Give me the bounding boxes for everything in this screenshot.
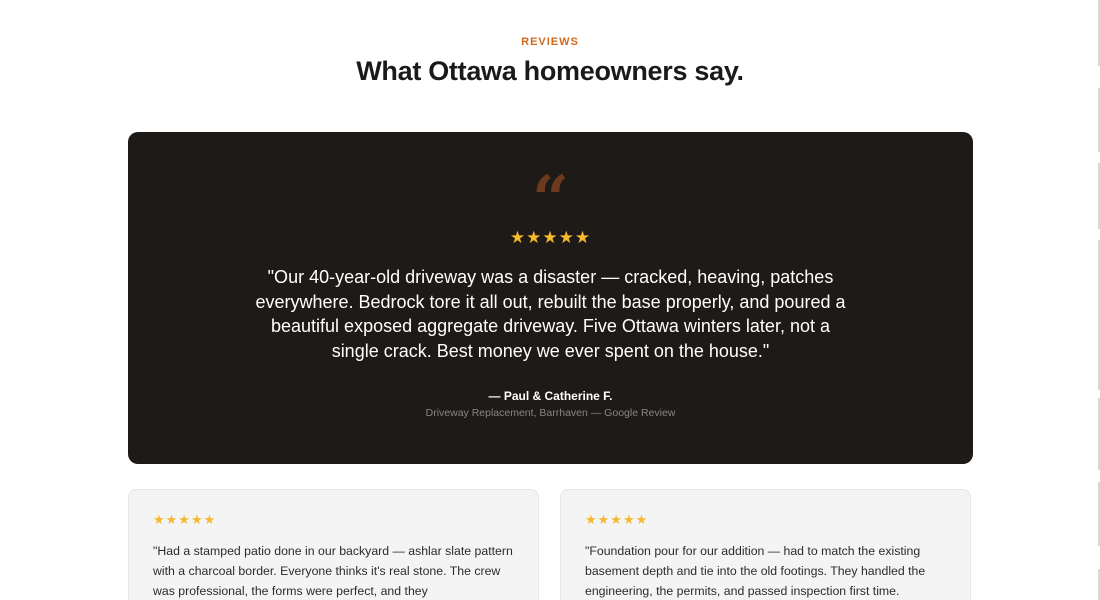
section-eyebrow: REVIEWS: [521, 36, 579, 48]
review-quote-text: "Had a stamped patio done in our backyard — ashlar slate pattern with a charcoal border. Everyone thinks it's real stone. The crew was professional, the forms were perfect, and they: [153, 544, 513, 598]
featured-quote-text: "Our 40-year-old driveway was a disaster — cracked, heaving, patches everywhere. Bedrock tore it all out, rebuilt the base properly, and poured a beautiful exposed aggregate driveway. Five Ottawa winters later, not a single crack. Best money we ever spent on the house.": [255, 267, 846, 361]
quote-mark-icon: “: [532, 168, 569, 218]
featured-testimonial-card: [128, 132, 973, 464]
review-card: [128, 489, 539, 600]
star-rating: ★★★★★: [509, 228, 592, 247]
section-heading: What Ottawa homeowners say.: [356, 56, 744, 86]
review-quote-text: "Foundation pour for our addition — had to match the existing basement depth and tie into the old footings. They handled the engineering, the permits, and passed inspection first time.: [585, 544, 926, 598]
testimonial-author: — Paul & Catherine F.: [488, 389, 613, 403]
star-rating: ★★★★★: [153, 512, 217, 527]
star-rating: ★★★★★: [585, 512, 649, 527]
testimonial-meta: Driveway Replacement, Barrhaven — Google Review: [425, 407, 676, 419]
review-card: [560, 489, 971, 600]
